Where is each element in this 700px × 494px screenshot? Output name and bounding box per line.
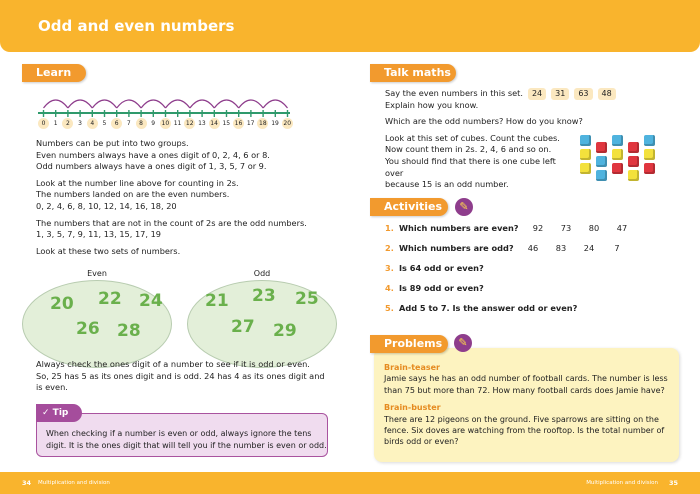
even-number: 28 <box>117 321 141 341</box>
activity-item: 2. Which numbers are odd? 46 83 24 7 <box>385 243 620 253</box>
cube-blue <box>612 135 623 146</box>
jump-arc <box>44 100 68 108</box>
number-chip: 24 <box>528 88 546 100</box>
learn-tab: Learn <box>22 64 86 82</box>
even-number: 24 <box>139 291 163 311</box>
number-line-label: 14 <box>210 120 218 127</box>
pencil-icon: ✎ <box>455 198 473 216</box>
activities-list <box>385 223 685 323</box>
right-page-number: 35 <box>668 479 678 487</box>
cube-red <box>644 163 655 174</box>
cube-yellow <box>612 149 623 160</box>
jump-arc <box>68 100 92 108</box>
activity-item: 5. Add 5 to 7. Is the answer odd or even? <box>385 303 578 313</box>
number-line-label: 4 <box>87 118 98 129</box>
odd-number: 23 <box>252 286 276 306</box>
page-title: Odd and even numbers <box>38 17 235 35</box>
activity-item: 4. Is 89 odd or even? <box>385 283 484 293</box>
odd-set <box>187 280 337 368</box>
number-line-label: 18 <box>259 120 267 127</box>
jump-arc <box>92 100 116 108</box>
number-chip: 63 <box>574 88 592 100</box>
cube-blue <box>644 135 655 146</box>
even-number: 22 <box>98 289 122 309</box>
number-chip: 31 <box>551 88 569 100</box>
tip-tab: ✓ Tip <box>36 404 82 422</box>
number-line-labels <box>38 118 293 129</box>
problems-tab: Problems <box>370 335 448 353</box>
cube-yellow <box>628 170 639 181</box>
number-line-label: 16 <box>234 120 243 127</box>
number-line-label: 1 <box>53 120 58 127</box>
number-line-label: 2 <box>62 118 73 129</box>
jump-arc <box>263 100 287 108</box>
odd-label: Odd <box>253 269 271 278</box>
cube-yellow <box>580 163 591 174</box>
right-footer-text: Multiplication and division <box>586 480 658 486</box>
talk-maths-text: Say the even numbers in this set. 24 31 63 48 Explain how you know. Which are the odd numbers? How do you know? Look at this set of cubes. Count the cubes. Now count them in 2s. 2, 4, 6 and so on. You should find that there is one cube left over because 15 is an odd number. <box>385 88 685 196</box>
learn-text: Numbers can be put into two groups. Even numbers always have a ones digit of 0, 2, 4, 6 or 8. Odd numbers always have a ones digit of 1, 3, 5, 7 or 9. Look at the number line above for counting in 2s. The numbers landed on are the even numbers. 0, 2, 4, 6, 8, 10, 12, 14, 16, 18, 20 The numbers that are not in the count of 2s are the odd numbers. 1, 3, 5, 7, 9, 11, 13, 15, 17, 19 Look at these two sets of numbers. <box>36 138 307 256</box>
learn-check-text: Always check the ones digit of a number to see if it is odd or even. So, 25 has 5 as its ones digit and is odd. 24 has 4 as its ones digit and is even. <box>36 359 325 393</box>
number-line-label: 0 <box>38 118 49 129</box>
even-number: 26 <box>76 319 100 339</box>
jump-arc <box>166 100 190 108</box>
jump-arc <box>239 100 263 108</box>
cube-blue <box>596 156 607 167</box>
cube-yellow <box>580 149 591 160</box>
tip-box: When checking if a number is even or odd, always ignore the tens digit. It is the ones digit that will tell you if the number is even or odd. <box>36 413 328 457</box>
number-line-label: 10 <box>161 120 170 127</box>
cubes-illustration <box>580 135 665 190</box>
even-set <box>22 280 172 368</box>
talk-maths-tab: Talk maths <box>370 64 456 82</box>
cube-blue <box>596 170 607 181</box>
activities-tab: Activities <box>370 198 448 216</box>
cube-yellow <box>644 149 655 160</box>
number-line-label: 7 <box>126 120 131 127</box>
cube-blue <box>580 135 591 146</box>
jump-arc <box>141 100 165 108</box>
cube-red <box>628 156 639 167</box>
number-line <box>38 96 293 136</box>
number-line-label: 6 <box>111 118 122 129</box>
number-line-label: 13 <box>198 120 206 127</box>
activity-item: 3. Is 64 odd or even? <box>385 263 484 273</box>
number-line-label: 5 <box>102 120 107 127</box>
number-line-label: 9 <box>151 120 156 127</box>
cube-red <box>612 163 623 174</box>
activity-item: 1. Which numbers are even? 92 73 80 47 <box>385 223 628 233</box>
problems-box: Brain-teaser Jamie says he has an odd number of football cards. The number is less than 75 but more than 72. How many football cards does Jamie have? Brain-buster There are 12 pigeons on the ground. Five sparrows are sitting on the fence. Six doves are watching from the rooftop. Is the total number of birds odd or even? <box>374 348 679 462</box>
left-page-number: 34 <box>22 479 32 487</box>
even-label: Even <box>87 269 107 278</box>
jump-arc <box>214 100 238 108</box>
number-line-label: 15 <box>222 120 231 127</box>
odd-number: 25 <box>295 289 319 309</box>
jump-arc <box>190 100 214 108</box>
odd-number: 21 <box>205 291 229 311</box>
number-line-label: 3 <box>78 120 82 127</box>
cube-red <box>596 142 607 153</box>
number-line-label: 11 <box>173 120 182 127</box>
jump-arc <box>117 100 141 108</box>
cube-red <box>628 142 639 153</box>
left-footer-text: Multiplication and division <box>38 480 110 486</box>
even-number: 20 <box>50 294 74 314</box>
pencil-icon: ✎ <box>454 334 472 352</box>
number-chip: 48 <box>598 88 616 100</box>
footer <box>0 472 700 494</box>
number-line-label: 20 <box>283 120 292 127</box>
number-line-label: 19 <box>271 120 279 127</box>
number-line-label: 8 <box>136 118 147 129</box>
odd-number: 29 <box>273 321 297 341</box>
odd-number: 27 <box>231 317 255 337</box>
number-line-label: 17 <box>246 120 255 127</box>
number-line-label: 12 <box>185 120 194 127</box>
